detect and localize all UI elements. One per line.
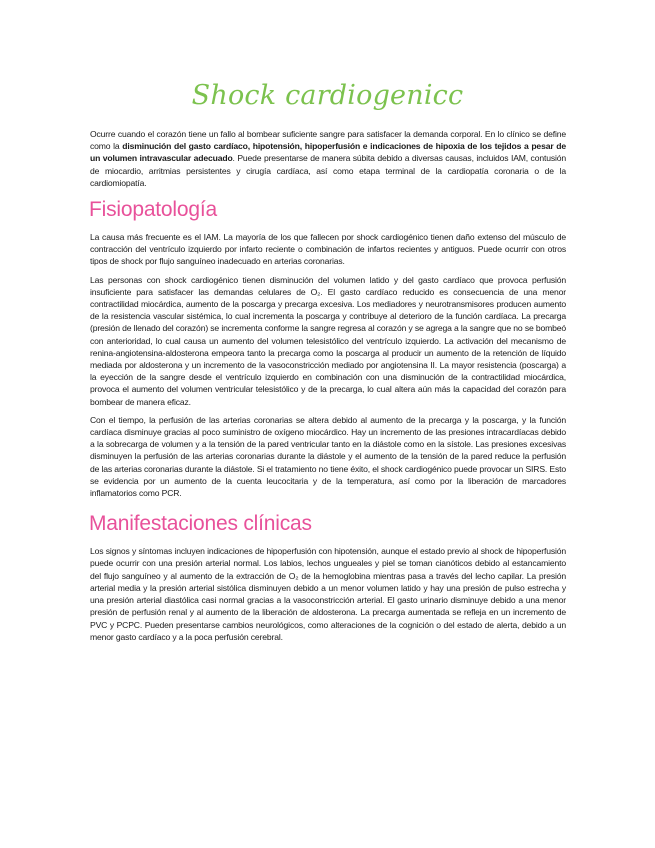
- manifestaciones-paragraph-1: Los signos y síntomas incluyen indicaciones de hipoperfusión con hipotensión, aunque el estado previo al shock de hipoperfusión puede ocurrir con una presión arterial normal. Los labios, lechos ungueales y piel se toman cianóticos debido al estancamiento del flujo sanguíneo y al aumento de la extracción de O₂ de la hemoglobina mientras pasa a través del lecho capilar. La presión arterial media y la presión arterial sistólica disminuyen debido a un menor volumen latido y hay una presión de pulso estrecha y una presión arterial diastólica casi normal gracias a la vasoconstricción arterial. El gasto urinario disminuye debido a una menor presión de perfusión renal y al aumento de la liberación de aldosterona. La precarga aumentada se refleja en un incremento de PVC y PCPC. Pueden presentarse cambios neurológicos, como alteraciones de la cognición o del estado de alerta, debido a un menor gasto cardíaco y a la poca perfusión cerebral.: [90, 546, 566, 642]
- document-body: [90, 128, 566, 649]
- document-title: Shock cardiogenicc: [191, 80, 464, 111]
- fisiopatologia-paragraph-3: Con el tiempo, la perfusión de las arterias coronarias se altera debido al aumento de la precarga y la poscarga, y la función cardíaca disminuye gracias al poco suministro de oxígeno miocárdico. Hay un incremento de las presiones intracardíacas debido a la sobrecarga de volumen y a la tensión de la pared ventricular tanto en la diástole como en la sístole. Las presiones excesivas disminuyen la perfusión de las arterias coronarias durante la diástole y el aumento de la tensión de la pared reduce la perfusión de las arterias coronarias durante la diástole. Si el tratamiento no tiene éxito, el shock cardiogénico puede provocar un SIRS. Esto se evidencia por un aumento de la cuenta leucocitaria y de la temperatura, así como por la liberación de marcadores inflamatorios como PCR.: [90, 414, 566, 499]
- section-heading-manifestaciones: Manifestaciones clínicas: [89, 512, 312, 536]
- intro-definition-bold: disminución del gasto cardíaco, hipotensión, hipoperfusión e indicaciones de hipoxia de los tejidos a pesar de un volumen intravascular adecuado: [90, 141, 566, 164]
- intro-text-end: . Puede presentarse de manera súbita debido a diversas causas, incluidos IAM, contusión de miocardio, arritmias persistentes y cirugía cardíaca, así como etapa terminal de la cardiopatía coronaria o de la cardiomiopatía.: [90, 153, 566, 188]
- intro-text-start: Ocurre cuando el corazón tiene un fallo al bombear suficiente sangre para satisfacer la demanda corporal. En lo clínico se define como la: [90, 129, 566, 152]
- intro-paragraph: [90, 128, 566, 189]
- fisiopatologia-paragraph-1: La causa más frecuente es el IAM. La mayoría de los que fallecen por shock cardiogénico tienen daño extenso del músculo de contracción del ventrículo izquierdo por infarto reciente o combinación de infartos recientes y antiguos. Puede ocurrir con otros tipos de shock por flujo sanguíneo inadecuado en arterias coronarias.: [90, 232, 566, 267]
- section-heading-fisiopatologia: Fisiopatología: [89, 198, 217, 222]
- fisiopatologia-paragraph-2: Las personas con shock cardiogénico tienen disminución del volumen latido y del gasto cardíaco que provoca perfusión insuficiente para satisfacer las demandas celulares de O₂. El gasto cardíaco reducido es consecuencia de una menor contractilidad miocárdica, aumento de la poscarga y precarga excesiva. Los mediadores y neurotransmisores producen aumento de la resistencia vascular sistémica, lo cual incrementa la poscarga y contribuye al deterioro de la función cardíaca. La precarga (presión de llenado del corazón) se incrementa conforme la sangre regresa al corazón y se agrega a la sangre que no se bombeó con anterioridad, lo cual causa un aumento del volumen telesistólico del ventrículo izquierdo. La activación del mecanismo de renina-angiotensina-aldosterona empeora tanto la precarga como la poscarga al producir un aumento de la retención de líquido mediada por aldosterona y un incremento de la vasoconstricción mediado por angiotensina II. La mayor resistencia (poscarga) a la eyección de la sangre desde el ventrículo izquierdo en combinación con una disminución de la contractilidad miocárdica, provoca el aumento del volumen ventricular telesistólico y de la precarga, lo cual altera aún más la capacidad del corazón para bombear de manera eficaz.: [90, 274, 566, 407]
